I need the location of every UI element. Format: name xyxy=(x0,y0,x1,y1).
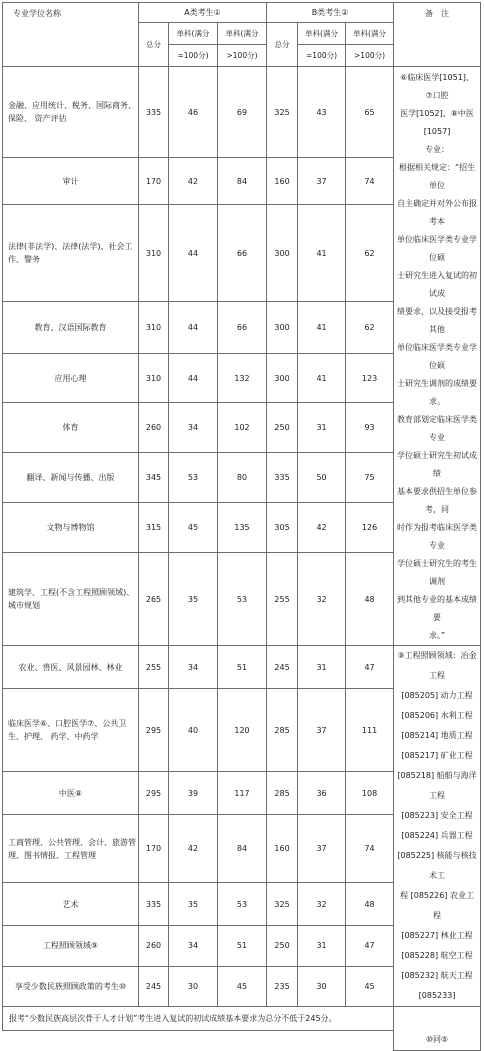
score-a-total: 260 xyxy=(139,926,169,966)
score-a-s2: 135 xyxy=(218,503,267,553)
score-a-s1: 40 xyxy=(169,689,218,772)
header-a-single100-2: =100分) xyxy=(169,45,218,67)
header-b-single100-1: 单科(满分 xyxy=(298,23,346,45)
score-b-s2: 45 xyxy=(346,966,394,1006)
score-a-s2: 80 xyxy=(218,453,267,503)
score-b-total: 160 xyxy=(267,158,298,205)
remark-line: 根据相关规定：“招生单位 xyxy=(398,163,476,190)
score-b-s1: 41 xyxy=(298,353,346,403)
score-b-s2: 111 xyxy=(346,689,394,772)
score-b-total: 325 xyxy=(267,883,298,926)
header-name: 专业学位名称 xyxy=(3,3,139,67)
score-a-s1: 53 xyxy=(169,453,218,503)
remark-line: [085224] 兵器工程 xyxy=(401,831,473,840)
score-a-s1: 34 xyxy=(169,646,218,689)
score-b-total: 285 xyxy=(267,689,298,772)
score-b-s1: 43 xyxy=(298,67,346,158)
score-b-s1: 50 xyxy=(298,453,346,503)
program-name: 审计 xyxy=(3,158,139,205)
program-name: 金融、应用统计、税务、国际商务、保险、 资产评估 xyxy=(3,67,139,158)
remark-line: 教育部划定临床医学类专业 xyxy=(397,415,478,442)
program-name: 法律(非法学)、法律(法学)、社会工作、警务 xyxy=(3,205,139,302)
program-name: 教育、汉语国际教育 xyxy=(3,302,139,353)
score-b-total: 300 xyxy=(267,302,298,353)
score-b-s1: 41 xyxy=(298,302,346,353)
score-a-s1: 34 xyxy=(169,926,218,966)
program-name: 农业、兽医、风景园林、林业 xyxy=(3,646,139,689)
score-a-s1: 35 xyxy=(169,553,218,646)
score-b-total: 335 xyxy=(267,453,298,503)
header-b-single100-2: =100分) xyxy=(298,45,346,67)
score-a-total: 310 xyxy=(139,302,169,353)
score-b-s2: 62 xyxy=(346,205,394,302)
program-name: 中医⑧ xyxy=(3,772,139,815)
header-a-single100-1: 单科(满分 xyxy=(169,23,218,45)
remark-line: [085232] 航天工程 xyxy=(401,971,473,980)
program-name: 文物与博物馆 xyxy=(3,503,139,553)
score-b-s2: 74 xyxy=(346,158,394,205)
score-b-s1: 37 xyxy=(298,689,346,772)
score-a-total: 295 xyxy=(139,772,169,815)
footer-row xyxy=(3,1007,481,1031)
score-b-s2: 48 xyxy=(346,883,394,926)
remark-line: [085218] 船舶与海洋工程 xyxy=(397,771,477,800)
program-name: 应用心理 xyxy=(3,353,139,403)
remark-line: 士研究生进入复试的初试成 xyxy=(397,271,478,298)
program-name: 艺术 xyxy=(3,883,139,926)
score-a-total: 295 xyxy=(139,689,169,772)
header-remark: 备 注 xyxy=(394,3,481,67)
program-name: 翻译、新闻与传播、出版 xyxy=(3,453,139,503)
program-name: 享受少数民族照顾政策的考生⑩ xyxy=(3,966,139,1006)
header-a-single150-1: 单科(满分 xyxy=(218,23,267,45)
blank-cell xyxy=(3,1031,394,1051)
score-b-s2: 108 xyxy=(346,772,394,815)
remark-line: 士研究生调剂的成绩要求。 xyxy=(397,379,478,406)
score-a-s1: 44 xyxy=(169,205,218,302)
header-b-total: 总分 xyxy=(267,23,298,67)
score-a-s1: 35 xyxy=(169,883,218,926)
remark-line: 单位临床医学类专业学位硕 xyxy=(397,343,478,370)
score-b-s2: 123 xyxy=(346,353,394,403)
score-b-s1: 31 xyxy=(298,403,346,453)
score-b-s1: 37 xyxy=(298,158,346,205)
score-a-total: 170 xyxy=(139,158,169,205)
score-a-total: 335 xyxy=(139,883,169,926)
table-row xyxy=(3,67,481,158)
score-a-s2: 51 xyxy=(218,926,267,966)
score-b-s1: 36 xyxy=(298,772,346,815)
score-b-s2: 65 xyxy=(346,67,394,158)
score-b-total: 255 xyxy=(267,553,298,646)
score-a-total: 310 xyxy=(139,353,169,403)
score-a-s1: 44 xyxy=(169,302,218,353)
score-b-total: 300 xyxy=(267,353,298,403)
remark-line: [085206] 水利工程 xyxy=(401,711,473,720)
program-name: 建筑学、工程(不含工程照顾领域)、城市规划 xyxy=(3,553,139,646)
score-b-s1: 41 xyxy=(298,205,346,302)
score-a-s2: 45 xyxy=(218,966,267,1006)
score-a-s1: 30 xyxy=(169,966,218,1006)
score-a-total: 255 xyxy=(139,646,169,689)
score-b-s1: 31 xyxy=(298,926,346,966)
remark-line: 程 [085226] 农业工程 xyxy=(400,891,474,920)
score-a-s1: 34 xyxy=(169,403,218,453)
remark-line: 绩要求，以及接受报考其他 xyxy=(397,307,478,334)
program-name: 工商管理、公共管理、会计、旅游管理、图书情报、工程管理 xyxy=(3,815,139,883)
footer-note: 报考“少数民族高层次骨干人才计划”考生进入复试的初试成绩基本要求为总分不低于245分。 xyxy=(3,1007,394,1031)
score-a-s2: 117 xyxy=(218,772,267,815)
score-a-s1: 46 xyxy=(169,67,218,158)
score-a-s1: 44 xyxy=(169,353,218,403)
remark-line: 单位临床医学类专业学位硕 xyxy=(397,235,478,262)
score-a-s2: 84 xyxy=(218,158,267,205)
score-a-s2: 53 xyxy=(218,553,267,646)
remark-line: [085214] 地质工程 xyxy=(401,731,473,740)
remark-line: [085217] 矿业工程 xyxy=(401,751,473,760)
header-b-single150-1: 单科(满分 xyxy=(346,23,394,45)
score-b-s1: 32 xyxy=(298,553,346,646)
score-b-s2: 47 xyxy=(346,646,394,689)
score-b-total: 325 xyxy=(267,67,298,158)
score-b-total: 250 xyxy=(267,926,298,966)
remark-line: [085223] 安全工程 xyxy=(401,811,473,820)
score-a-s1: 45 xyxy=(169,503,218,553)
score-a-total: 260 xyxy=(139,403,169,453)
score-b-s2: 93 xyxy=(346,403,394,453)
score-b-total: 305 xyxy=(267,503,298,553)
remark-line: 专业： xyxy=(425,145,450,154)
remark-tail: ⑩同⑤ xyxy=(394,1007,481,1051)
score-b-total: 250 xyxy=(267,403,298,453)
score-b-total: 235 xyxy=(267,966,298,1006)
score-a-s2: 84 xyxy=(218,815,267,883)
score-b-s1: 30 xyxy=(298,966,346,1006)
remark-line: 求。” xyxy=(428,631,446,640)
score-b-s1: 32 xyxy=(298,883,346,926)
score-a-total: 265 xyxy=(139,553,169,646)
score-b-total: 300 xyxy=(267,205,298,302)
remark-line: ⑥临床医学[1051]、⑦口腔 xyxy=(400,73,474,100)
remark-line: 学位硕士研究生的考生调剂 xyxy=(397,559,478,586)
score-table xyxy=(2,2,481,1051)
score-a-s1: 39 xyxy=(169,772,218,815)
score-b-s2: 74 xyxy=(346,815,394,883)
header-a-single150-2: >100分) xyxy=(218,45,267,67)
remark-engineering xyxy=(394,646,481,1007)
header-group-b: B类考生② xyxy=(267,3,394,23)
score-b-total: 160 xyxy=(267,815,298,883)
score-b-s1: 42 xyxy=(298,503,346,553)
header-group-a: A类考生① xyxy=(139,3,267,23)
score-a-s2: 53 xyxy=(218,883,267,926)
score-b-s2: 126 xyxy=(346,503,394,553)
score-a-s2: 69 xyxy=(218,67,267,158)
remark-line: [085205] 动力工程 xyxy=(401,691,473,700)
score-a-s1: 42 xyxy=(169,815,218,883)
table-row xyxy=(3,646,481,689)
remark-line: 医学[1052]、⑧中医[1057] xyxy=(400,109,474,136)
score-a-s2: 66 xyxy=(218,302,267,353)
remark-medical xyxy=(394,67,481,646)
remark-line: [085225] 核能与核技术工 xyxy=(397,851,477,880)
score-b-s1: 31 xyxy=(298,646,346,689)
score-a-total: 345 xyxy=(139,453,169,503)
remark-line: 自主确定并对外公布报考本 xyxy=(397,199,478,226)
remark-line: 基本要求供招生单位参考，同 xyxy=(397,487,478,514)
program-name: 工程照顾领域⑨ xyxy=(3,926,139,966)
score-a-s2: 120 xyxy=(218,689,267,772)
score-a-s1: 42 xyxy=(169,158,218,205)
remark-line: ⑨工程照顾领域：冶金工程 xyxy=(397,651,477,680)
score-a-s2: 132 xyxy=(218,353,267,403)
program-name: 体育 xyxy=(3,403,139,453)
header-a-total: 总分 xyxy=(139,23,169,67)
score-b-total: 245 xyxy=(267,646,298,689)
remark-line: 学位硕士研究生初试成绩 xyxy=(397,451,478,478)
score-a-total: 335 xyxy=(139,67,169,158)
remark-line: [085227] 林业工程 xyxy=(401,931,473,940)
score-a-total: 245 xyxy=(139,966,169,1006)
remark-line: [085233] xyxy=(418,991,456,1000)
score-b-s2: 47 xyxy=(346,926,394,966)
score-b-s1: 37 xyxy=(298,815,346,883)
remark-line: 到其他专业的基本成绩要 xyxy=(397,595,478,622)
score-a-s2: 102 xyxy=(218,403,267,453)
header-b-single150-2: >100分) xyxy=(346,45,394,67)
score-b-total: 285 xyxy=(267,772,298,815)
remark-line: [085228] 航空工程 xyxy=(401,951,473,960)
score-b-s2: 75 xyxy=(346,453,394,503)
score-a-total: 315 xyxy=(139,503,169,553)
score-b-s2: 48 xyxy=(346,553,394,646)
score-b-s2: 62 xyxy=(346,302,394,353)
score-a-total: 310 xyxy=(139,205,169,302)
score-a-s2: 66 xyxy=(218,205,267,302)
score-a-total: 170 xyxy=(139,815,169,883)
remark-line: 时作为报考临床医学类专业 xyxy=(397,523,478,550)
program-name: 临床医学⑥、口腔医学⑦、公共卫生、护理、 药学、中药学 xyxy=(3,689,139,772)
score-a-s2: 51 xyxy=(218,646,267,689)
